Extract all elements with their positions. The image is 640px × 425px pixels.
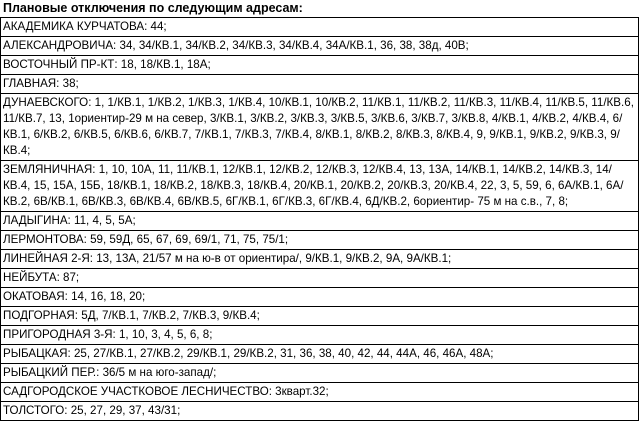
address-cell: ЗЕМЛЯНИЧНАЯ: 1, 10, 10А, 11, 11/КВ.1, 12/КВ.1, 12/КВ.2, 12/КВ.3, 12/КВ.4, 13, 13А, 14/КВ.1, 14/КВ.2, 14/КВ.3, 14/КВ.4, 15, 15А, 15Б, 18/КВ.1, 18/КВ.2, 18/КВ.3, 18/КВ.4, 20/КВ.1, 20/КВ.2, 20/КВ.3, 20/КВ.4, 22, 3, 5, 59, 6, 6А/КВ.1, 6А/КВ.2, 6В/КВ.1, 6В/КВ.3, 6В/КВ.4, 6В/КВ.5, 6Г/КВ.1, 6Г/КВ.3, 6Г/КВ.4, 6Д/КВ.2, 6ориентир- 75 м на с.в., 7, 8; — [1, 161, 639, 212]
address-table — [0, 17, 639, 421]
page-title: Плановые отключения по следующим адресам: — [3, 1, 303, 15]
address-cell: АЛЕКСАНДРОВИЧА: 34, 34/КВ.1, 34/КВ.2, 34/КВ.3, 34/КВ.4, 34А/КВ.1, 36, 38, 38д, 40В; — [1, 37, 639, 56]
table-row — [1, 269, 639, 288]
table-row — [1, 212, 639, 231]
address-cell: ДУНАЕВСКОГО: 1, 1/КВ.1, 1/КВ.2, 1/КВ.3, 1/КВ.4, 10/КВ.1, 10/КВ.2, 11/КВ.1, 11/КВ.2, 11/КВ.3, 11/КВ.4, 11/КВ.5, 11/КВ.6, 11/КВ.7, 13, 1ориентир-29 м на север, 3/КВ.1, 3/КВ.2, 3/КВ.3, 3/КВ.5, 3/КВ.6, 3/КВ.7, 3/КВ.8, 4/КВ.1, 4/КВ.2, 4/КВ.4, 6/КВ.1, 6/КВ.2, 6/КВ.5, 6/КВ.6, 6/КВ.7, 7/КВ.1, 7/КВ.3, 7/КВ.4, 8/КВ.1, 8/КВ.2, 8/КВ.3, 8/КВ.4, 9, 9/КВ.1, 9/КВ.2, 9/КВ.3, 9/КВ.4; — [1, 94, 639, 161]
table-row — [1, 94, 639, 161]
address-cell: ПРИГОРОДНАЯ 3-Я: 1, 10, 3, 4, 5, 6, 8; — [1, 326, 639, 345]
table-row — [1, 326, 639, 345]
address-cell: РЫБАЦКИЙ ПЕР.: 36/5 м на юго-запад/; — [1, 364, 639, 383]
address-cell: ВОСТОЧНЫЙ ПР-КТ: 18, 18/КВ.1, 18А; — [1, 56, 639, 75]
table-row — [1, 250, 639, 269]
address-cell: РЫБАЦКАЯ: 25, 27/КВ.1, 27/КВ.2, 29/КВ.1, 29/КВ.2, 31, 36, 38, 40, 42, 44, 44А, 46, 46А, 48А; — [1, 345, 639, 364]
address-cell: ГЛАВНАЯ: 38; — [1, 75, 639, 94]
table-row — [1, 364, 639, 383]
address-cell: ТОЛСТОГО: 25, 27, 29, 37, 43/31; — [1, 402, 639, 421]
address-cell: ЛИНЕЙНАЯ 2-Я: 13, 13А, 21/57 м на ю-в от ориентира/, 9/КВ.1, 9/КВ.2, 9А, 9А/КВ.1; — [1, 250, 639, 269]
table-row — [1, 37, 639, 56]
address-cell: НЕЙБУТА: 87; — [1, 269, 639, 288]
table-row — [1, 231, 639, 250]
table-row — [1, 75, 639, 94]
table-row — [1, 383, 639, 402]
address-cell: АКАДЕМИКА КУРЧАТОВА: 44; — [1, 18, 639, 37]
address-cell: ПОДГОРНАЯ: 5Д, 7/КВ.1, 7/КВ.2, 7/КВ.3, 9/КВ.4; — [1, 307, 639, 326]
table-row — [1, 345, 639, 364]
table-row — [1, 288, 639, 307]
table-row — [1, 18, 639, 37]
table-row — [1, 402, 639, 421]
address-cell: ЛЕРМОНТОВА: 59, 59Д, 65, 67, 69, 69/1, 71, 75, 75/1; — [1, 231, 639, 250]
table-row — [1, 307, 639, 326]
address-cell: ЛАДЫГИНА: 11, 4, 5, 5А; — [1, 212, 639, 231]
address-cell: САДГОРОДСКОЕ УЧАСТКОВОЕ ЛЕСНИЧЕСТВО: 3кварт.32; — [1, 383, 639, 402]
address-cell: ОКАТОВАЯ: 14, 16, 18, 20; — [1, 288, 639, 307]
table-row — [1, 56, 639, 75]
table-row — [1, 161, 639, 212]
